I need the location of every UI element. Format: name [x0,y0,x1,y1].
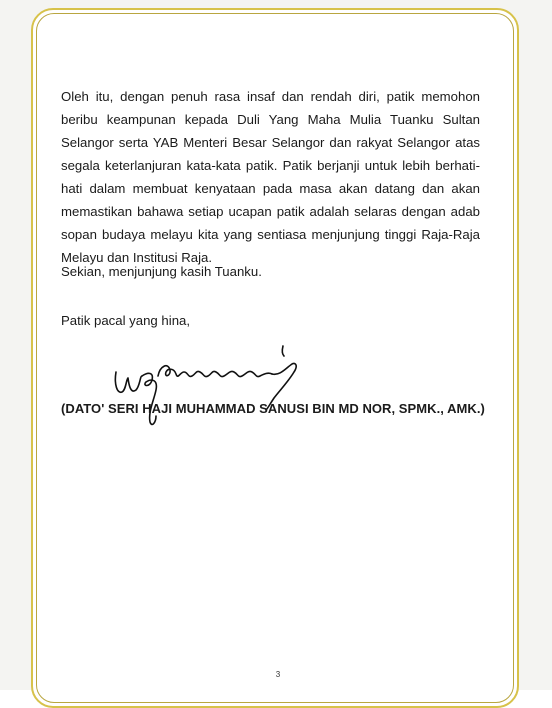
page-number: 3 [275,670,281,679]
apology-paragraph: Oleh itu, dengan penuh rasa insaf dan rendah diri, patik memohon beribu keampunan kepada Duli Yang Maha Mulia Tuanku Sultan Selangor serta YAB Menteri Besar Selangor dan rakyat Selangor atas segala keterlanjuran kata-kata patik. Patik berjanji untuk lebih berhati-hati dalam membuat kenyataan pada masa akan datang dan akan memastikan bahawa setiap ucapan patik adalah selaras dengan adab sopan budaya melayu kita yang sentiasa menjunjung tinggi Raja-Raja Melayu dan Institusi Raja. [61,89,480,265]
signer-name: (DATO' SERI HAJI MUHAMMAD SANUSI BIN MD NOR, SPMK., AMK.) [61,401,485,416]
handwritten-signature [108,342,313,437]
sign-off-line: Patik pacal yang hina, [61,313,191,328]
closing-line: Sekian, menjunjung kasih Tuanku. [61,264,262,279]
letter-body [61,85,480,269]
